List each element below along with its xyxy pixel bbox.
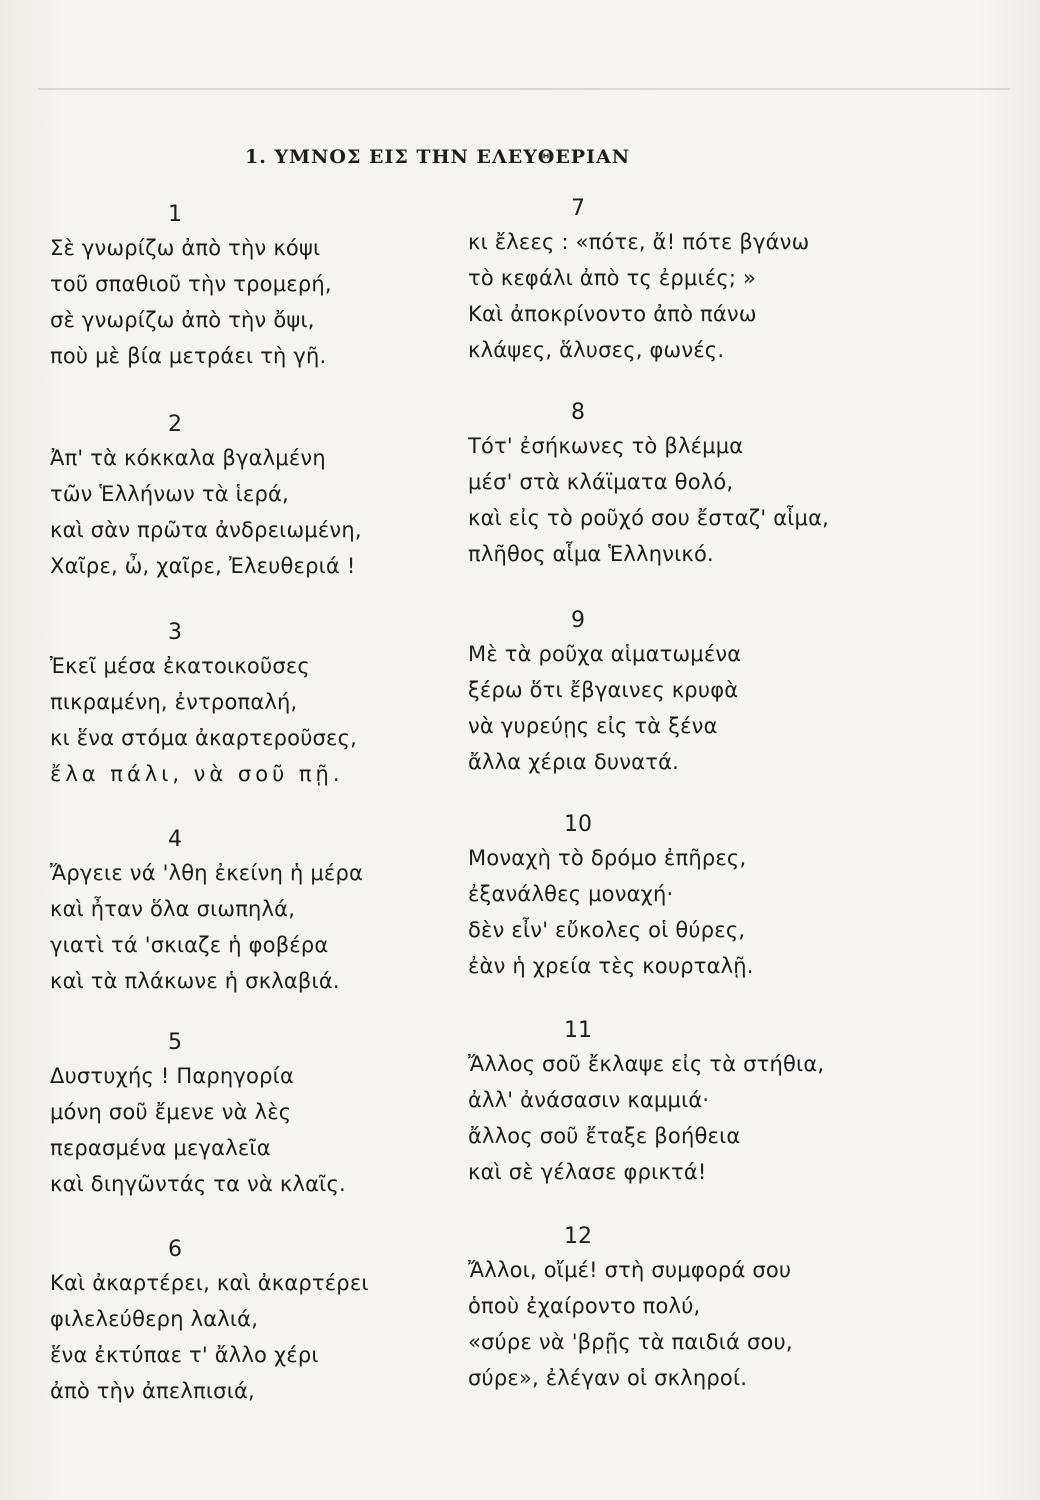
stanza-number: 9 bbox=[571, 608, 585, 633]
verse-line: γιατὶ τά 'σκιαζε ἡ φοβέρα bbox=[50, 933, 329, 957]
verse-line: μέσ' στὰ κλάϊματα θολό, bbox=[468, 470, 734, 494]
verse-line: τῶν Ἑλλήνων τὰ ἱερά, bbox=[50, 482, 289, 506]
stanza-8 bbox=[468, 398, 928, 572]
verse-line: μόνη σοῦ ἔμενε νὰ λὲς bbox=[50, 1100, 292, 1124]
stanza-7 bbox=[468, 194, 928, 368]
verse-line: Ἐκεῖ μέσα ἐκατοικοῦσες bbox=[50, 654, 310, 678]
verse-line: σὲ γνωρίζω ἀπὸ τὴν ὄψι, bbox=[50, 308, 315, 332]
verse-line: σύρε», ἐλέγαν οἱ σκληροί. bbox=[468, 1366, 748, 1390]
verse-line: κλάψες, ἅλυσες, φωνές. bbox=[468, 338, 725, 362]
poem-title: 1. ΥΜΝΟΣ ΕΙΣ ΤΗΝ ΕΛΕΥΘΕΡΙΑΝ bbox=[245, 146, 631, 168]
stanza-number: 5 bbox=[168, 1030, 182, 1055]
verse-line: τὸ κεφάλι ἀπὸ τς ἐρμιές; » bbox=[468, 266, 757, 290]
verse-line: ὁποὺ ἐχαίροντο πολύ, bbox=[468, 1294, 701, 1318]
verse-line: ἄλλα χέρια δυνατά. bbox=[468, 750, 679, 774]
verse-line: νὰ γυρεύῃς εἰς τὰ ξένα bbox=[468, 714, 718, 738]
verse-line: περασμένα μεγαλεῖα bbox=[50, 1136, 271, 1160]
verse-line: ἀπὸ τὴν ἀπελπισιά, bbox=[50, 1379, 255, 1403]
stanza-number: 6 bbox=[168, 1237, 182, 1262]
header-band bbox=[38, 48, 1010, 90]
verse-line: Χαῖρε, ὦ, χαῖρε, Ἐλευθεριά ! bbox=[50, 554, 356, 578]
verse-line: καὶ εἰς τὸ ροῦχό σου ἔσταζ' αἷμα, bbox=[468, 506, 830, 530]
verse-line: Ἄργειε νά 'λθη ἐκείνη ἡ μέρα bbox=[50, 861, 364, 885]
verse-line: τοῦ σπαθιοῦ τὴν τρομερή, bbox=[50, 272, 332, 296]
verse-line: κι ἔλεες : «πότε, ἄ! πότε βγάνω bbox=[468, 230, 810, 254]
stanza-4 bbox=[50, 825, 510, 999]
stanza-number: 4 bbox=[168, 827, 182, 852]
stanza-3 bbox=[50, 618, 510, 792]
verse-line: Ἄλλοι, οἴμέ! στὴ συμφορά σου bbox=[468, 1258, 792, 1282]
verse-line: Μοναχὴ τὸ δρόμο ἐπῆρες, bbox=[468, 846, 747, 870]
stanza-9 bbox=[468, 606, 928, 780]
verse-line: ποὺ μὲ βία μετράει τὴ γῆ. bbox=[50, 344, 327, 368]
verse-line: Ἀπ' τὰ κόκκαλα βγαλμένη bbox=[50, 446, 326, 470]
verse-line: καὶ σὲ γέλασε φρικτά! bbox=[468, 1160, 707, 1184]
stanza-number: 2 bbox=[168, 412, 182, 437]
verse-line: ἐξανάλθες μοναχή· bbox=[468, 882, 674, 906]
stanza-number: 11 bbox=[564, 1018, 592, 1043]
verse-line: καὶ ἦταν ὅλα σιωπηλά, bbox=[50, 897, 296, 921]
verse-line: Μὲ τὰ ροῦχα αἱματωμένα bbox=[468, 642, 742, 666]
stanza-5 bbox=[50, 1028, 510, 1202]
verse-line: κι ἕνα στόμα ἀκαρτεροῦσες, bbox=[50, 726, 358, 750]
verse-line: ἕνα ἐκτύπαε τ' ἄλλο χέρι bbox=[50, 1343, 319, 1367]
verse-line: καὶ σὰν πρῶτα ἀνδρειωμένη, bbox=[50, 518, 362, 542]
stanza-6 bbox=[50, 1235, 510, 1409]
verse-line: Δυστυχής ! Παρηγορία bbox=[50, 1064, 294, 1088]
verse-line: ἔλα πάλι, νὰ σοῦ πῇ. bbox=[50, 762, 344, 786]
stanza-number: 7 bbox=[571, 196, 585, 221]
stanza-number: 3 bbox=[168, 620, 182, 645]
verse-line: Σὲ γνωρίζω ἀπὸ τὴν κόψι bbox=[50, 236, 321, 260]
stanza-number: 12 bbox=[564, 1224, 592, 1249]
stanza-10 bbox=[468, 810, 928, 984]
verse-line: Καὶ ἀκαρτέρει, καὶ ἀκαρτέρει bbox=[50, 1271, 369, 1295]
verse-line: ἐὰν ἡ χρεία τὲς κουρταλῇ. bbox=[468, 954, 754, 978]
stanza-12 bbox=[468, 1222, 928, 1396]
verse-line: Ἄλλος σοῦ ἔκλαψε εἰς τὰ στήθια, bbox=[468, 1052, 825, 1076]
verse-line: πλῆθος αἷμα Ἑλληνικό. bbox=[468, 542, 714, 566]
stanza-number: 1 bbox=[168, 202, 182, 227]
verse-line: φιλελεύθερη λαλιά, bbox=[50, 1307, 259, 1331]
verse-line: ἀλλ' ἀνάσασιν καμμιά· bbox=[468, 1088, 710, 1112]
verse-line: πικραμένη, ἐντροπαλή, bbox=[50, 690, 298, 714]
stanza-1 bbox=[50, 200, 510, 374]
verse-line: Τότ' ἐσήκωνες τὸ βλέμμα bbox=[468, 434, 744, 458]
verse-line: ἄλλος σοῦ ἔταξε βοήθεια bbox=[468, 1124, 741, 1148]
verse-line: καὶ τὰ πλάκωνε ἡ σκλαβιά. bbox=[50, 969, 340, 993]
stanza-11 bbox=[468, 1016, 928, 1190]
stanza-number: 10 bbox=[564, 812, 592, 837]
verse-line: ξέρω ὅτι ἔβγαινες κρυφὰ bbox=[468, 678, 739, 702]
stanza-number: 8 bbox=[571, 400, 585, 425]
verse-line: δὲν εἶν' εὔκολες οἱ θύρες, bbox=[468, 918, 746, 942]
verse-line: καὶ διηγῶντάς τα νὰ κλαῖς. bbox=[50, 1172, 346, 1196]
verse-line: Καὶ ἀποκρίνοντο ἀπὸ πάνω bbox=[468, 302, 757, 326]
stanza-2 bbox=[50, 410, 510, 584]
verse-line: «σύρε νὰ 'βρῇς τὰ παιδιά σου, bbox=[468, 1330, 793, 1354]
